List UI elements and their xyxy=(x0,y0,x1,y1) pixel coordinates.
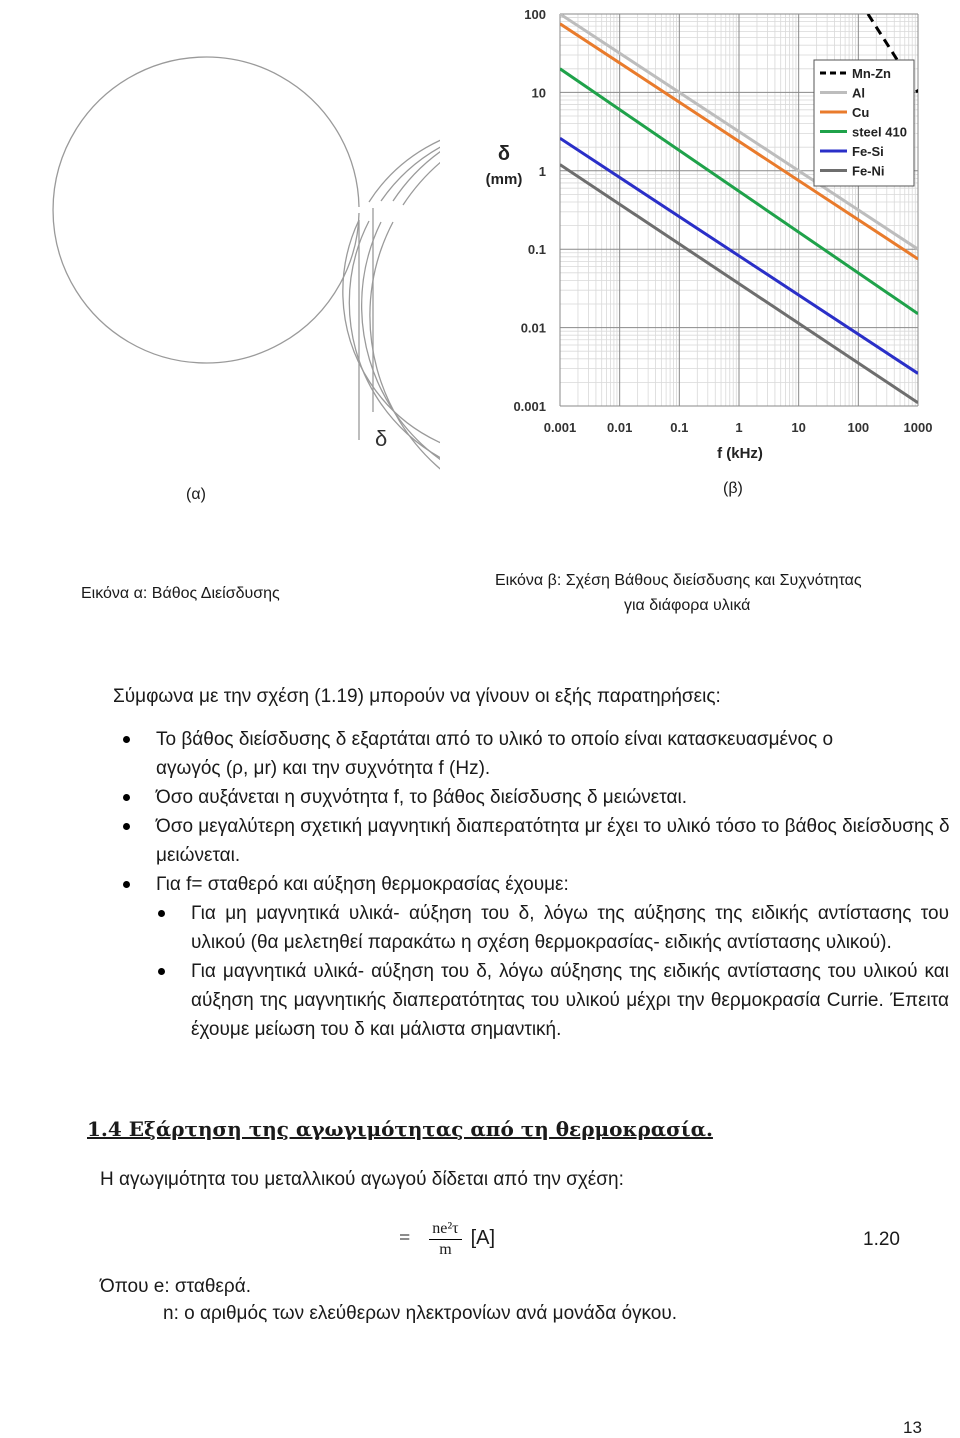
x-tick-label: 100 xyxy=(847,420,870,435)
spiral-ring-5 xyxy=(370,114,440,470)
bullet-dot-icon xyxy=(123,794,130,801)
figure-b-caption-line1: Εικόνα β: Σχέση Βάθους διείσδυσης και Συχνότητας xyxy=(495,572,862,589)
y-axis-label: δ xyxy=(497,143,511,165)
list-item: Το βάθος διείσδυσης δ εξαρτάται από το υλικό το οποίο είναι κατασκευασμένος ο αγωγός (ρ, μr) και την συχνότητα f (Hz). xyxy=(156,725,958,783)
x-tick-label: 0.001 xyxy=(543,420,577,435)
page-number: 13 xyxy=(903,1418,922,1437)
delta-symbol: δ xyxy=(375,426,388,451)
bullet-dot-icon xyxy=(123,736,130,743)
legend-label: Fe-Ni xyxy=(852,163,885,179)
legend-label: Cu xyxy=(852,105,870,120)
bullet-dot-icon xyxy=(123,881,130,888)
y-axis-unit: (mm) xyxy=(485,171,523,188)
y-tick-label: 0.001 xyxy=(513,399,546,414)
x-tick-label: 1000 xyxy=(903,420,933,435)
list-item: Όσο αυξάνεται η συχνότητα f, το βάθος διείσδυσης δ μειώνεται. xyxy=(156,783,958,812)
formula-numerator: ne²τ xyxy=(429,1220,461,1240)
observations-list xyxy=(156,725,958,899)
equation-number: 1.20 xyxy=(863,1229,900,1250)
legend-label: steel 410 xyxy=(852,124,907,140)
figure-a-label: (α) xyxy=(186,486,206,503)
formula-denominator: m xyxy=(439,1241,452,1258)
conductivity-intro: Η αγωγιμότητα του μεταλλικού αγωγού δίδεται από την σχέση: xyxy=(100,1169,624,1190)
definition-n: n: ο αριθμός των ελεύθερων ηλεκτρονίων ανά μονάδα όγκου. xyxy=(163,1303,678,1324)
list-item: Όσο μεγαλύτερη σχετική μαγνητική διαπερατότητα μr έχει το υλικό τόσο το βάθος διείσδυσης δ μειώνεται. xyxy=(156,812,958,870)
skin-depth-frequency-chart xyxy=(455,0,960,470)
x-axis-label: f (kHz) xyxy=(717,445,763,462)
y-tick-label: 0.01 xyxy=(520,320,546,336)
definition-e: Όπου e: σταθερά. xyxy=(100,1276,251,1297)
spiral-ring-1 xyxy=(53,57,359,363)
list-item: Για μη μαγνητικά υλικά- αύξηση του δ, λόγω της αύξησης της ειδικής αντίστασης του υλικού (θα μελετηθεί παρακάτω η σχέση θερμοκρασίας- ειδικής αντίστασης υλικού). xyxy=(191,899,949,957)
temperature-sub-list xyxy=(191,899,949,1044)
list-item: Για μαγνητικά υλικά- αύξηση του δ, λόγω αύξησης της ειδικής αντίστασης του υλικού και αύξηση της μαγνητικής διαπερατότητας του υλικού μέχρι την θερμοκρασία Currie. Έπειτα έχουμε μείωση του δ και μάλιστα σημαντική. xyxy=(191,957,949,1044)
legend-label: Mn-Zn xyxy=(852,66,891,81)
chart-legend xyxy=(814,60,914,186)
x-tick-label: 0.01 xyxy=(607,420,633,435)
x-tick-label: 0.1 xyxy=(670,420,689,435)
conductivity-formula xyxy=(399,1220,495,1259)
y-tick-label: 1 xyxy=(538,163,546,179)
formula-fraction xyxy=(429,1220,461,1259)
bullet-dot-icon xyxy=(123,823,130,830)
figure-a-caption: Εικόνα α: Βάθος Διείσδυσης xyxy=(81,585,280,602)
formula-unit: [A] xyxy=(470,1227,496,1250)
y-tick-label: 0.1 xyxy=(527,242,546,258)
figure-b-caption-line2: για διάφορα υλικά xyxy=(624,597,751,614)
observations-intro: Σύμφωνα με την σχέση (1.19) μπορούν να γίνουν οι εξής παρατηρήσεις: xyxy=(113,686,721,707)
bullet-dot-icon xyxy=(158,968,165,975)
x-tick-label: 10 xyxy=(791,420,806,435)
y-tick-label: 100 xyxy=(524,7,546,22)
legend-label: Al xyxy=(852,85,865,101)
section-heading: 1.4 Εξάρτηση της αγωγιμότητας από τη θερμοκρασία. xyxy=(87,1117,713,1141)
legend-label: Fe-Si xyxy=(852,144,884,159)
bullet-dot-icon xyxy=(158,910,165,917)
x-tick-label: 1 xyxy=(735,420,743,435)
list-item: Για f= σταθερό και αύξηση θερμοκρασίας έχουμε: xyxy=(156,870,958,899)
formula-equals: = xyxy=(399,1227,411,1250)
skin-depth-spiral-figure xyxy=(0,0,440,470)
y-tick-label: 10 xyxy=(531,85,546,101)
figure-b-label: (β) xyxy=(723,480,743,497)
